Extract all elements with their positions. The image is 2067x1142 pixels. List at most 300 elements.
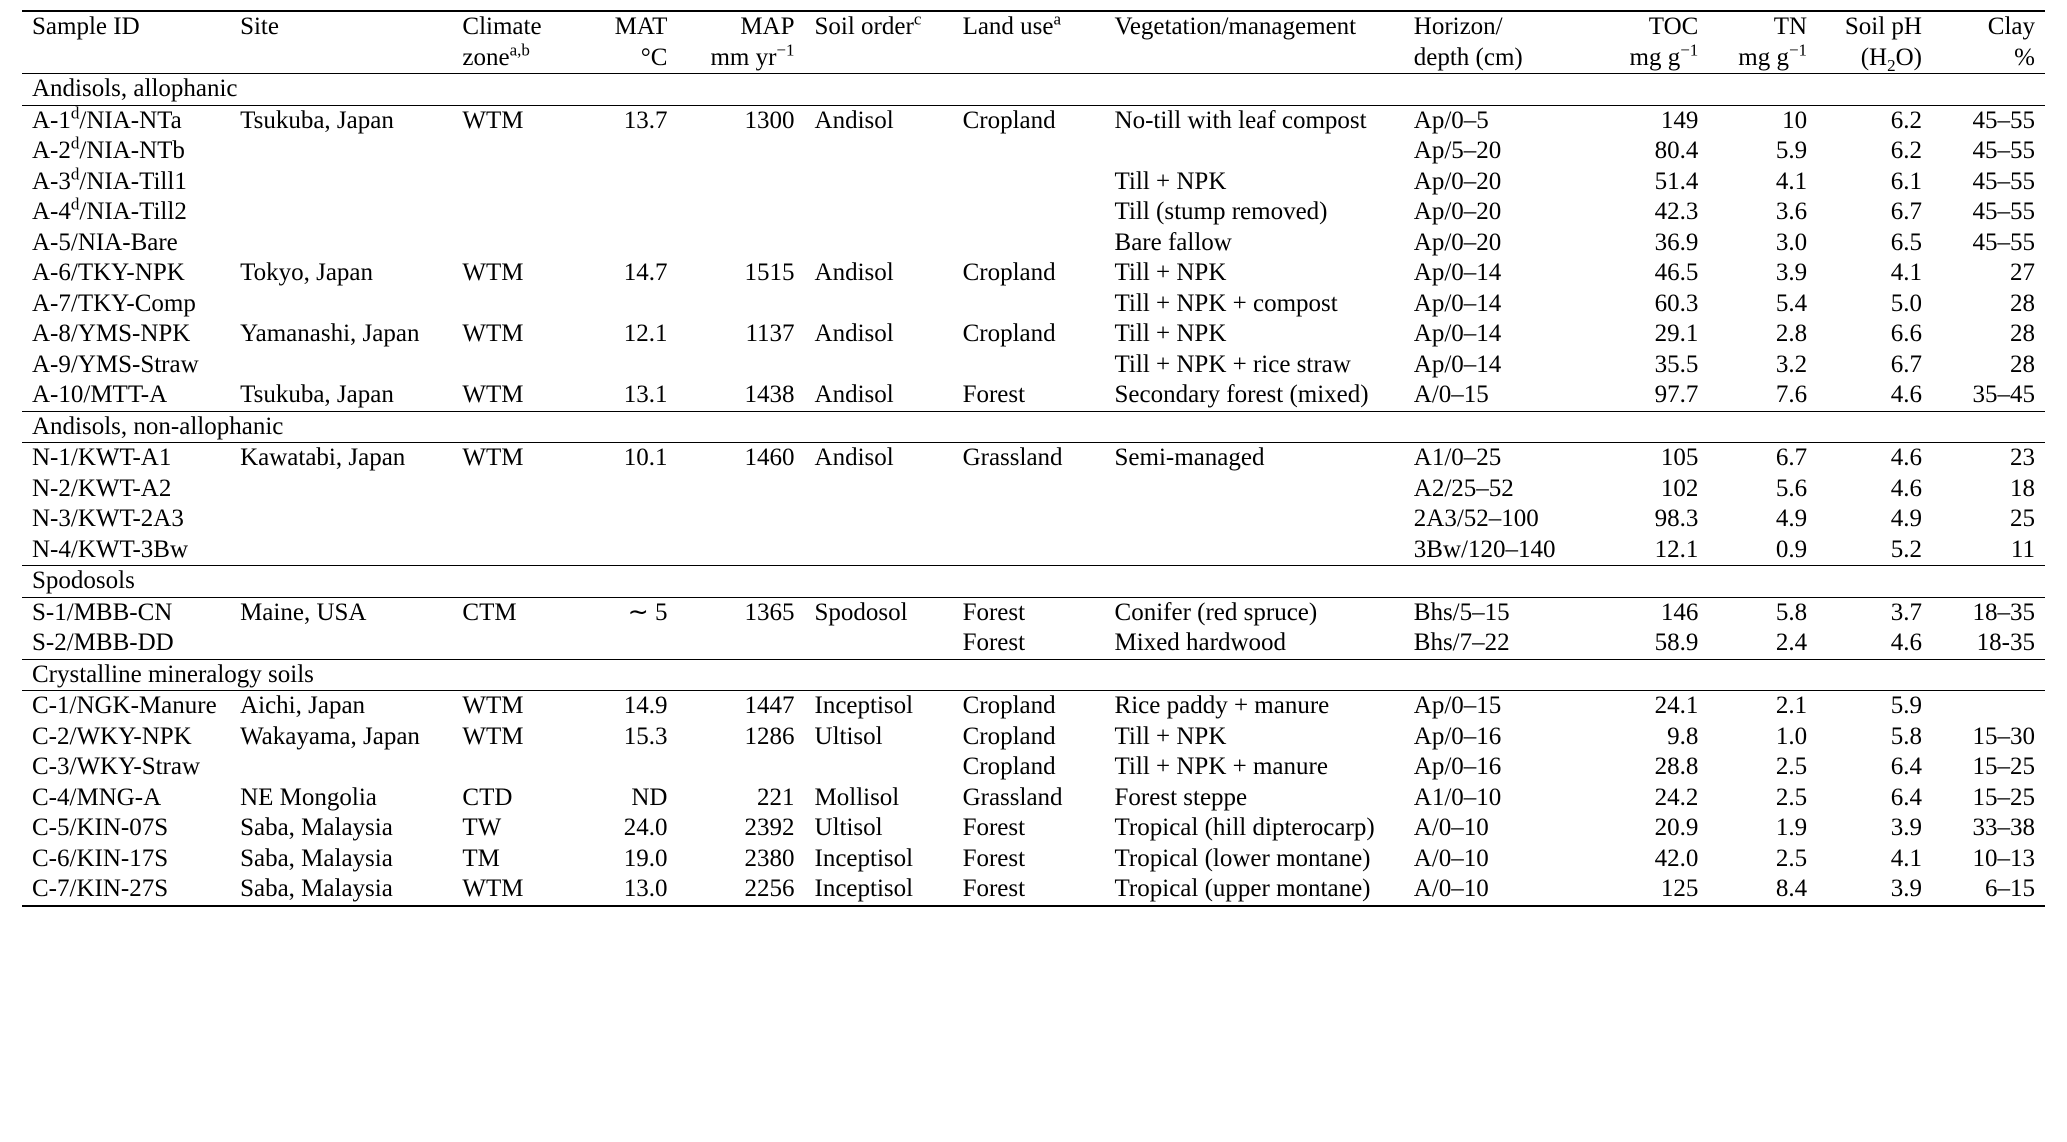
- cell-toc: 60.3: [1654, 289, 1699, 317]
- cell-mat: [571, 628, 677, 659]
- cell-clay: 18: [2010, 474, 2035, 502]
- cell-vegetation: [1105, 474, 1404, 505]
- cell-map: 2256: [677, 874, 804, 906]
- cell-sample_id: C-6/KIN-17S: [32, 844, 169, 872]
- cell-ph: 6.4: [1890, 753, 1922, 780]
- cell-vegetation: [1105, 504, 1404, 535]
- col-header-land-use-footnote: a: [1053, 9, 1062, 29]
- table-row: [22, 380, 2045, 411]
- cell-sample_id: C-7/KIN-27S: [22, 874, 230, 906]
- col-header-ph-subscript: 2: [1887, 55, 1896, 75]
- cell-soil_order: Inceptisol: [805, 874, 953, 906]
- cell-vegetation: Tropical (upper montane): [1105, 874, 1404, 906]
- cell-vegetation: Till + NPK: [1114, 722, 1227, 750]
- cell-horizon: Ap/0–20: [1413, 167, 1502, 195]
- cell-soil_order: [805, 197, 953, 228]
- cell-tn: 10: [1708, 105, 1817, 136]
- cell-toc: 125: [1593, 874, 1708, 906]
- cell-map: [677, 535, 804, 566]
- cell-horizon: Ap/5–20: [1413, 137, 1502, 164]
- cell-soil_order: [805, 504, 953, 535]
- col-header-soil-order: [805, 11, 953, 74]
- cell-horizon: A/0–10: [1413, 844, 1489, 872]
- cell-horizon: A/0–10: [1404, 874, 1593, 906]
- cell-soil_order: Andisol: [814, 259, 894, 286]
- cell-map: [677, 289, 804, 320]
- cell-mat: [571, 474, 677, 505]
- cell-clay: 45–55: [1972, 137, 2035, 164]
- cell-climate_zone: WTM: [462, 722, 524, 750]
- table-row: [22, 752, 2045, 783]
- table-row: [22, 597, 2045, 628]
- cell-soil_order: Ultisol: [814, 722, 883, 750]
- cell-toc: 35.5: [1654, 350, 1699, 378]
- cell-mat: [571, 504, 677, 535]
- cell-ph: 6.2: [1817, 105, 1932, 136]
- col-header-vegetation: [1105, 11, 1404, 74]
- cell-mat: 24.0: [623, 814, 668, 841]
- cell-climate_zone: WTM: [452, 443, 571, 474]
- cell-tn: 3.9: [1775, 259, 1808, 286]
- cell-site: [230, 504, 452, 535]
- col-header-horizon-line1: Horizon/: [1413, 13, 1503, 40]
- cell-vegetation: Till + NPK: [1114, 259, 1227, 286]
- cell-sample_id: A-10/MTT-A: [32, 381, 168, 408]
- cell-horizon: 3Bw/120–140: [1413, 535, 1556, 563]
- col-header-land-use-line1: [962, 9, 1095, 43]
- cell-climate_zone: [452, 752, 571, 783]
- cell-toc: 29.1: [1654, 320, 1699, 347]
- cell-climate_zone: WTM: [452, 874, 571, 906]
- section-header-row: [22, 659, 2045, 691]
- col-header-toc-line1: TOC: [1648, 13, 1699, 40]
- cell-horizon: Ap/0–14: [1413, 259, 1502, 286]
- cell-sample_id: A-7/TKY-Comp: [32, 289, 196, 317]
- cell-mat: 12.1: [623, 320, 668, 347]
- sample-id-footnote: d: [70, 194, 80, 214]
- cell-tn: 3.6: [1775, 198, 1808, 225]
- col-header-map: [677, 11, 804, 74]
- cell-land_use: Forest: [962, 629, 1026, 656]
- cell-land_use: [953, 350, 1105, 381]
- cell-toc: 24.2: [1654, 783, 1699, 811]
- table-row: [22, 813, 2045, 844]
- cell-tn: 2.4: [1775, 629, 1808, 656]
- cell-soil_order: [805, 167, 953, 198]
- cell-toc: 12.1: [1654, 535, 1699, 563]
- col-header-vegetation-line1: Vegetation/management: [1114, 13, 1357, 40]
- cell-site: [230, 628, 452, 659]
- table-row: [22, 504, 2045, 535]
- cell-ph: 5.0: [1890, 289, 1922, 317]
- table-row: [22, 136, 2045, 167]
- cell-map: 221: [757, 783, 795, 811]
- cell-climate_zone: [452, 504, 571, 535]
- cell-ph: 4.6: [1890, 474, 1922, 502]
- cell-sample_id: C-5/KIN-07S: [32, 814, 169, 841]
- cell-site: [230, 136, 452, 167]
- cell-land_use: Cropland: [962, 722, 1056, 750]
- cell-ph: 6.4: [1890, 783, 1922, 811]
- cell-vegetation: Forest steppe: [1114, 783, 1248, 811]
- cell-mat: 19.0: [623, 844, 668, 872]
- cell-mat: [571, 197, 677, 228]
- section-title: Andisols, allophanic: [22, 74, 2045, 106]
- table-row: [22, 691, 2045, 722]
- col-header-clay-line2: %: [2014, 43, 2035, 71]
- cell-sample_id: C-2/WKY-NPK: [32, 722, 192, 750]
- cell-soil_order: Andisol: [814, 320, 894, 347]
- col-header-map-line1: MAP: [740, 13, 795, 40]
- cell-tn: 7.6: [1775, 381, 1808, 408]
- cell-vegetation: Mixed hardwood: [1114, 629, 1287, 656]
- cell-toc: 20.9: [1654, 814, 1699, 841]
- cell-horizon: A/0–10: [1413, 814, 1489, 841]
- cell-mat: 14.9: [571, 691, 677, 722]
- table-row: [22, 535, 2045, 566]
- col-header-site: [230, 11, 452, 74]
- cell-sample_id: A-1$^d$/NIA-NTa: [22, 105, 230, 136]
- cell-mat: [571, 350, 677, 381]
- cell-vegetation: Till + NPK: [1114, 320, 1227, 347]
- col-header-toc-line2: mg $g^{-1}$: [1629, 40, 1699, 71]
- cell-soil_order: Mollisol: [814, 783, 900, 811]
- cell-land_use: Forest: [962, 814, 1026, 841]
- cell-toc: 105: [1593, 443, 1708, 474]
- cell-soil_order: [805, 289, 953, 320]
- cell-horizon: A1/0–10: [1413, 783, 1502, 811]
- cell-climate_zone: WTM: [452, 691, 571, 722]
- cell-vegetation: Till + NPK: [1114, 167, 1227, 195]
- cell-climate_zone: [452, 197, 571, 228]
- cell-map: [677, 136, 804, 167]
- cell-land_use: [953, 289, 1105, 320]
- cell-sample_id: N-3/KWT-2A3: [32, 505, 184, 532]
- cell-climate_zone: [452, 228, 571, 259]
- cell-ph: 3.9: [1817, 874, 1932, 906]
- cell-land_use: Cropland: [962, 753, 1056, 780]
- cell-sample_id: N-2/KWT-A2: [32, 474, 172, 502]
- col-header-soil-order-line1: [814, 9, 943, 43]
- col-header-sample-id: [22, 11, 230, 74]
- cell-map: [677, 350, 804, 381]
- col-header-climate-zone-line2: [462, 40, 561, 74]
- cell-tn: 1.9: [1775, 814, 1808, 841]
- cell-mat: [571, 535, 677, 566]
- section-header-row: [22, 566, 2045, 598]
- cell-vegetation: Bare fallow: [1114, 228, 1232, 256]
- cell-ph: 5.9: [1817, 691, 1932, 722]
- table-row: [22, 167, 2045, 198]
- cell-map: 1300: [677, 105, 804, 136]
- cell-ph: 6.1: [1890, 167, 1922, 195]
- cell-soil_order: Andisol: [814, 381, 894, 408]
- cell-vegetation: [1105, 136, 1404, 167]
- cell-climate_zone: [452, 628, 571, 659]
- col-header-soil-order-footnote: c: [913, 9, 922, 29]
- cell-horizon: A/0–15: [1413, 381, 1489, 408]
- cell-site: Aichi, Japan: [230, 691, 452, 722]
- cell-map: 1447: [677, 691, 804, 722]
- col-header-soil-order-text: Soil order: [814, 13, 914, 40]
- cell-climate_zone: [452, 535, 571, 566]
- cell-clay: 28: [2010, 350, 2035, 378]
- cell-horizon: Ap/0–14: [1413, 350, 1502, 378]
- col-header-horizon: [1404, 11, 1593, 74]
- cell-site: Wakayama, Japan: [240, 722, 420, 750]
- cell-ph: 4.6: [1890, 629, 1922, 656]
- cell-ph: 4.1: [1890, 259, 1922, 286]
- cell-soil_order: Inceptisol: [805, 691, 953, 722]
- col-header-toc-exponent: −1: [1680, 40, 1699, 60]
- cell-vegetation: Till + NPK + rice straw: [1114, 350, 1351, 378]
- cell-toc: 36.9: [1654, 228, 1699, 256]
- section-title: Andisols, non-allophanic: [22, 411, 2045, 443]
- cell-ph: 5.2: [1890, 535, 1922, 563]
- col-header-ph-line1: Soil pH: [1844, 13, 1922, 40]
- cell-horizon: A2/25–52: [1413, 474, 1514, 502]
- cell-sample_id: A-9/YMS-Straw: [32, 350, 199, 378]
- cell-sample_id: C-1/NGK-Manure: [22, 691, 230, 722]
- cell-map: [677, 167, 804, 198]
- cell-site: [230, 350, 452, 381]
- col-header-mat-line2: °C: [640, 43, 668, 71]
- cell-clay: 15–30: [1972, 722, 2035, 750]
- section-title: Spodosols: [22, 566, 2045, 598]
- cell-toc: 102: [1660, 474, 1699, 502]
- cell-soil_order: [805, 350, 953, 381]
- col-header-ph-line2: $(H_2O)$: [1860, 43, 1922, 75]
- cell-soil_order: [805, 535, 953, 566]
- cell-climate_zone: [452, 289, 571, 320]
- cell-site: [230, 167, 452, 198]
- table-row: [22, 628, 2045, 659]
- col-header-climate-zone-line1: Climate: [462, 13, 542, 40]
- cell-sample_id: A-5/NIA-Bare: [32, 228, 178, 256]
- cell-tn: 3.0: [1775, 228, 1808, 256]
- col-header-tn-exponent: −1: [1788, 40, 1808, 60]
- cell-vegetation: Tropical (hill dipterocarp): [1114, 814, 1375, 841]
- cell-map: [677, 228, 804, 259]
- col-header-sample-id-line1: Sample ID: [32, 13, 140, 40]
- cell-horizon: Ap/0–14: [1413, 320, 1502, 347]
- cell-tn: 2.5: [1775, 783, 1808, 811]
- soil-samples-table: [22, 10, 2045, 907]
- table-row: [22, 350, 2045, 381]
- cell-toc: 58.9: [1654, 629, 1699, 656]
- cell-sample_id: C-3/WKY-Straw: [32, 753, 201, 780]
- cell-tn: 3.2: [1775, 350, 1808, 378]
- cell-ph: 4.6: [1817, 443, 1932, 474]
- cell-climate_zone: CTM: [452, 597, 571, 628]
- cell-clay: 45–55: [1932, 105, 2045, 136]
- cell-clay: [1932, 691, 2045, 722]
- cell-site: NE Mongolia: [240, 783, 377, 811]
- cell-site: [230, 197, 452, 228]
- cell-clay: 18-35: [1976, 629, 2035, 656]
- cell-mat: 10.1: [571, 443, 677, 474]
- cell-ph: 3.9: [1890, 814, 1922, 841]
- cell-map: [677, 197, 804, 228]
- cell-mat: [571, 167, 677, 198]
- cell-land_use: Grassland: [962, 783, 1063, 811]
- cell-soil_order: [805, 474, 953, 505]
- cell-land_use: Forest: [962, 381, 1026, 408]
- col-header-climate-zone: [452, 11, 571, 74]
- cell-horizon: 2A3/52–100: [1413, 505, 1539, 532]
- col-header-toc: [1593, 11, 1708, 74]
- cell-tn: 0.9: [1775, 535, 1808, 563]
- cell-land_use: [953, 535, 1105, 566]
- cell-toc: 28.8: [1654, 753, 1699, 780]
- cell-map: [677, 474, 804, 505]
- cell-mat: [571, 136, 677, 167]
- cell-climate_zone: [452, 167, 571, 198]
- cell-tn: 5.4: [1775, 289, 1808, 317]
- cell-clay: 15–25: [1972, 753, 2035, 780]
- cell-clay: 33–38: [1972, 814, 2035, 841]
- cell-ph: 6.6: [1890, 320, 1922, 347]
- cell-land_use: Grassland: [953, 443, 1105, 474]
- cell-tn: 5.8: [1708, 597, 1817, 628]
- table-row: [22, 474, 2045, 505]
- cell-toc: 9.8: [1667, 722, 1699, 750]
- cell-land_use: Cropland: [962, 259, 1056, 286]
- cell-horizon: Bhs/7–22: [1413, 629, 1510, 656]
- cell-map: [677, 504, 804, 535]
- cell-vegetation: [1105, 535, 1404, 566]
- cell-land_use: [953, 136, 1105, 167]
- cell-horizon: Ap/0–15: [1404, 691, 1593, 722]
- cell-climate_zone: [452, 474, 571, 505]
- cell-map: [677, 628, 804, 659]
- cell-soil_order: Inceptisol: [814, 844, 914, 872]
- table-row: [22, 783, 2045, 814]
- cell-site: [230, 289, 452, 320]
- col-header-ph: [1817, 11, 1932, 74]
- section-title: Crystalline mineralogy soils: [22, 659, 2045, 691]
- cell-toc: 80.4: [1654, 137, 1699, 164]
- table-row: [22, 722, 2045, 753]
- cell-vegetation: Secondary forest (mixed): [1114, 381, 1369, 408]
- cell-toc: 42.0: [1654, 844, 1699, 872]
- cell-ph: 5.8: [1890, 722, 1922, 750]
- cell-site: Saba, Malaysia: [240, 844, 393, 872]
- cell-climate_zone: TM: [462, 844, 500, 872]
- cell-soil_order: [805, 752, 953, 783]
- sample-id-footnote: d: [70, 164, 80, 184]
- cell-mat: 13.7: [571, 105, 677, 136]
- cell-clay: 6–15: [1932, 874, 2045, 906]
- cell-clay: 10–13: [1972, 844, 2035, 872]
- section-header-row: [22, 411, 2045, 443]
- table-row: [22, 105, 2045, 136]
- cell-tn: 1.0: [1775, 722, 1808, 750]
- cell-land_use: Cropland: [953, 691, 1105, 722]
- cell-toc: 42.3: [1654, 198, 1699, 225]
- col-header-horizon-line2: depth (cm): [1413, 43, 1523, 71]
- cell-toc: 146: [1593, 597, 1708, 628]
- cell-tn: 2.8: [1775, 320, 1808, 347]
- cell-sample_id: C-4/MNG-A: [32, 783, 162, 811]
- cell-site: Tsukuba, Japan: [240, 381, 394, 408]
- cell-sample_id: S-2/MBB-DD: [32, 629, 174, 656]
- cell-horizon: Bhs/5–15: [1404, 597, 1593, 628]
- cell-map: 1515: [744, 259, 795, 286]
- cell-vegetation: Till + NPK + compost: [1114, 289, 1338, 317]
- cell-clay: 27: [2010, 259, 2035, 286]
- cell-vegetation: Till + NPK + manure: [1114, 753, 1328, 780]
- cell-ph: 6.7: [1890, 198, 1922, 225]
- cell-mat: ND: [631, 783, 668, 811]
- cell-soil_order: Andisol: [805, 105, 953, 136]
- cell-sample_id: N-4/KWT-3Bw: [32, 535, 189, 563]
- col-header-climate-zone-line2-text: zone: [462, 43, 510, 71]
- cell-mat: 13.1: [623, 381, 668, 408]
- col-header-map-exponent: −1: [776, 40, 795, 60]
- table-row: [22, 844, 2045, 875]
- cell-mat: ∼ 5: [571, 597, 677, 628]
- col-header-land-use: [953, 11, 1105, 74]
- cell-land_use: Forest: [953, 874, 1105, 906]
- cell-horizon: Ap/0–16: [1413, 753, 1502, 780]
- cell-soil_order: Ultisol: [814, 814, 883, 841]
- cell-ph: 4.9: [1890, 505, 1922, 532]
- cell-toc: 97.7: [1654, 381, 1699, 408]
- cell-soil_order: [805, 228, 953, 259]
- cell-map: 2392: [744, 814, 795, 841]
- cell-clay: 45–55: [1972, 198, 2035, 225]
- cell-tn: 5.6: [1775, 474, 1808, 502]
- cell-clay: 28: [2010, 289, 2035, 317]
- cell-site: Yamanashi, Japan: [240, 320, 420, 347]
- cell-climate_zone: WTM: [462, 320, 524, 347]
- table-row: [22, 319, 2045, 350]
- table-row: [22, 289, 2045, 320]
- cell-site: Saba, Malaysia: [240, 814, 393, 841]
- cell-tn: 2.5: [1775, 753, 1808, 780]
- cell-climate_zone: WTM: [462, 381, 524, 408]
- cell-toc: 51.4: [1654, 167, 1699, 195]
- col-header-climate-zone-footnote: a,b: [509, 40, 530, 60]
- cell-land_use: [953, 197, 1105, 228]
- cell-toc: 46.5: [1654, 259, 1699, 286]
- cell-site: Maine, USA: [230, 597, 452, 628]
- cell-ph: 4.6: [1890, 381, 1922, 408]
- cell-sample_id: A-6/TKY-NPK: [32, 259, 185, 286]
- cell-clay: 28: [2010, 320, 2035, 347]
- cell-map: 1286: [744, 722, 795, 750]
- cell-tn: 6.7: [1708, 443, 1817, 474]
- col-header-tn-line2: mg $g^{-1}$: [1738, 40, 1808, 71]
- cell-clay: 45–55: [1972, 167, 2035, 195]
- col-header-clay: [1932, 11, 2045, 74]
- cell-clay: 35–45: [1972, 381, 2035, 408]
- cell-toc: 149: [1593, 105, 1708, 136]
- cell-sample_id: N-1/KWT-A1: [22, 443, 230, 474]
- cell-soil_order: [805, 136, 953, 167]
- cell-tn: 5.9: [1775, 137, 1808, 164]
- cell-site: Saba, Malaysia: [230, 874, 452, 906]
- cell-mat: 13.0: [571, 874, 677, 906]
- cell-map: 1438: [744, 381, 795, 408]
- table-header: [22, 11, 2045, 74]
- col-header-site-line1: Site: [240, 13, 279, 40]
- cell-map: 2380: [744, 844, 795, 872]
- cell-climate_zone: [452, 350, 571, 381]
- cell-climate_zone: CTD: [462, 783, 513, 811]
- cell-clay: 45–55: [1972, 228, 2035, 256]
